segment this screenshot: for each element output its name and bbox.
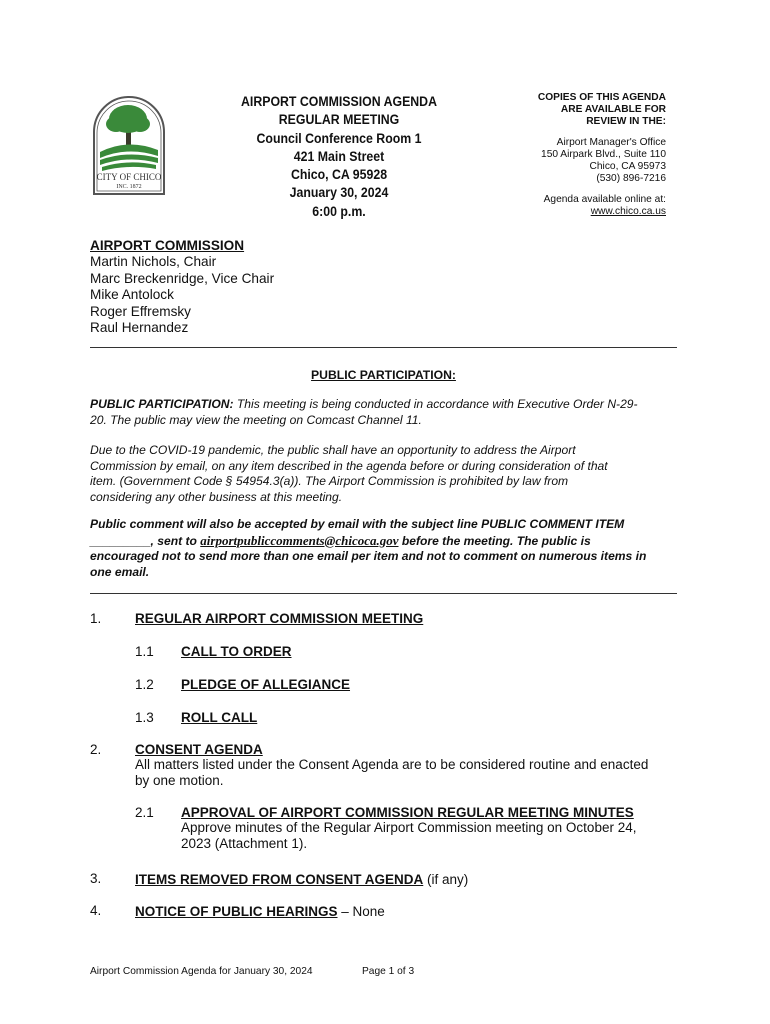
minutes-description: 2023 (Attachment 1). <box>181 836 308 852</box>
member: Roger Effremsky <box>90 303 191 319</box>
copies-line-1: COPIES OF THIS AGENDA <box>537 92 666 103</box>
covid-text: Commission by email, on any item described in the agenda before or during consideration of that <box>90 458 608 473</box>
meeting-type: REGULAR MEETING <box>278 112 400 128</box>
divider <box>90 593 677 594</box>
comment-text: encouraged not to send more than one email per item and not to comment on numerous items in <box>90 549 647 563</box>
item-suffix: – None <box>337 904 385 919</box>
copies-info <box>500 92 666 218</box>
item-number: 3. <box>90 871 102 886</box>
office-name: Airport Manager's Office <box>556 137 666 148</box>
consent-description: by one motion. <box>135 773 224 789</box>
participation-paragraph-3 <box>90 517 680 580</box>
copies-line-2: ARE AVAILABLE FOR <box>560 104 666 115</box>
office-address: 150 Airpark Blvd., Suite 110 <box>541 149 666 160</box>
blank-line: _________ <box>90 533 151 548</box>
participation-paragraph-1 <box>90 397 680 428</box>
public-hearings-line <box>135 903 385 921</box>
covid-text: considering any other business at this meeting. <box>90 489 343 504</box>
item-number: 1.2 <box>135 677 154 692</box>
email-link[interactable]: airportpubliccomments@chicoca.gov <box>200 532 399 548</box>
item-suffix: (if any) <box>423 872 469 887</box>
item-title-regular-meeting: REGULAR AIRPORT COMMISSION MEETING <box>135 611 424 626</box>
comment-text: , sent to <box>150 533 201 548</box>
item-number: 2.1 <box>135 805 154 820</box>
agenda-title: AIRPORT COMMISSION AGENDA <box>241 94 437 109</box>
item-title-removed: ITEMS REMOVED FROM CONSENT AGENDA <box>135 872 424 887</box>
item-title-approval-minutes: APPROVAL OF AIRPORT COMMISSION REGULAR MEETING MINUTES <box>181 805 634 820</box>
member: Martin Nichols, Chair <box>90 254 217 270</box>
footer-title: Airport Commission Agenda for January 30, 2024 <box>90 966 313 977</box>
comment-text: Public comment will also be accepted by email with the subject line PUBLIC COMMENT ITEM <box>90 517 625 531</box>
consent-description: All matters listed under the Consent Agenda are to be considered routine and enacted <box>135 757 649 772</box>
participation-label: PUBLIC PARTICIPATION: <box>90 397 234 411</box>
website-link[interactable]: www.chico.ca.us <box>590 206 666 217</box>
item-title-roll-call: ROLL CALL <box>181 710 258 725</box>
meeting-room: Council Conference Room 1 <box>256 130 422 146</box>
item-title-public-hearings: NOTICE OF PUBLIC HEARINGS <box>135 904 338 919</box>
commission-heading: AIRPORT COMMISSION <box>90 238 245 253</box>
consent-agenda-block <box>135 742 680 790</box>
logo-inc-text: INC. 1872 <box>116 184 142 190</box>
item-number: 1.1 <box>135 644 154 659</box>
office-phone: (530) 896-7216 <box>596 173 666 184</box>
public-participation-title: PUBLIC PARTICIPATION: <box>311 368 456 382</box>
minutes-block <box>181 805 676 853</box>
item-title-call-to-order: CALL TO ORDER <box>181 644 292 659</box>
page-number: Page 1 of 3 <box>362 966 415 977</box>
item-number: 1.3 <box>135 710 154 725</box>
participation-text: 20. The public may view the meeting on Comcast Channel 11. <box>90 412 422 427</box>
item-number: 4. <box>90 903 102 918</box>
comment-text: before the meeting. The public is <box>398 533 591 548</box>
item-number: 2. <box>90 742 102 757</box>
item-title-pledge: PLEDGE OF ALLEGIANCE <box>181 677 351 692</box>
participation-text: This meeting is being conducted in accordance with Executive Order N-29- <box>233 397 638 411</box>
meeting-header <box>211 93 467 221</box>
item-number: 1. <box>90 611 102 626</box>
covid-text: Due to the COVID-19 pandemic, the public shall have an opportunity to address the Airport <box>90 443 576 457</box>
office-city: Chico, CA 95973 <box>589 161 666 172</box>
meeting-time: 6:00 p.m. <box>312 203 366 219</box>
participation-paragraph-2 <box>90 443 680 505</box>
member: Raul Hernandez <box>90 320 189 336</box>
covid-text: item. (Government Code § 54954.3(a)). The Airport Commission is prohibited by law from <box>90 474 569 488</box>
meeting-city: Chico, CA 95928 <box>290 167 388 183</box>
meeting-street: 421 Main Street <box>293 148 385 164</box>
copies-line-3: REVIEW IN THE: <box>586 116 666 127</box>
divider <box>90 347 677 348</box>
commission-members <box>90 238 274 336</box>
comment-text: one email. <box>90 564 150 579</box>
city-of-chico-logo <box>90 94 168 196</box>
online-label: Agenda available online at: <box>543 194 666 205</box>
member: Marc Breckenridge, Vice Chair <box>90 270 275 286</box>
item-title-consent-agenda: CONSENT AGENDA <box>135 742 263 757</box>
removed-items-line <box>135 871 468 889</box>
meeting-date: January 30, 2024 <box>289 185 389 201</box>
logo-city-text: CITY OF CHICO <box>96 172 162 182</box>
member: Mike Antolock <box>90 287 174 303</box>
minutes-description: Approve minutes of the Regular Airport Commission meeting on October 24, <box>181 820 637 835</box>
